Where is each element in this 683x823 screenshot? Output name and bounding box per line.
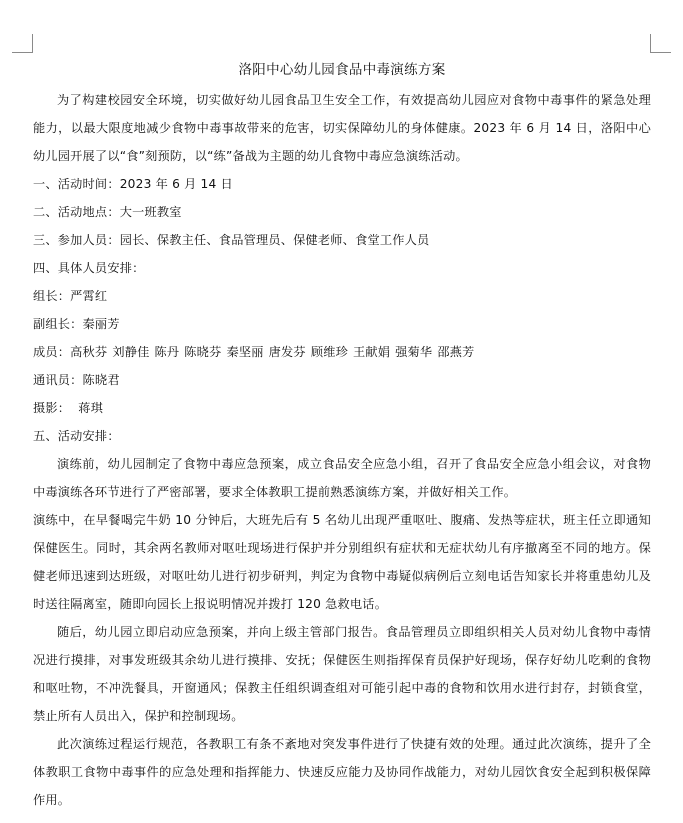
during-drill-paragraph: 演练中，在早餐喝完牛奶 10 分钟后，大班先后有 5 名幼儿出现严重呕吐、腹痛、发热等症状，班主任立即通知保健医生。同时，其余两名教师对呕吐现场进行保护并分别组织有症状和无症状幼儿有序撤离至不同的地方。保健老师迅速到达班级，对呕吐幼儿进行初步研判，判定为食物中毒疑似病例后立刻电话告知家长并将重患幼儿及时送往隔离室，随即向园长上报说明情况并拨打 120 急救电话。 [33, 513, 651, 611]
before-drill-paragraph: 演练前，幼儿园制定了食物中毒应急预案，成立食品安全应急小组，召开了食品安全应急小组会议，对食物中毒演练各环节进行了严密部署，要求全体教职工提前熟悉演练方案，并做好相关工作。 [33, 457, 651, 499]
activity-time-line: 一、活动时间：2023 年 6 月 14 日 [33, 177, 233, 191]
summary-paragraph: 此次演练过程运行规范，各教职工有条不紊地对突发事件进行了快捷有效的处理。通过此次演练，提升了全体教职工食物中毒事件的应急处理和指挥能力、快速反应能力及协同作战能力，对幼儿园饮食安全起到积极保障作用。 [33, 737, 651, 807]
members-line [33, 338, 651, 366]
correspondent-line: 通讯员：陈晓君 [33, 373, 120, 387]
member-name: 唐发芬 [268, 345, 306, 359]
member-name: 王献娟 [352, 345, 391, 359]
leader-line: 组长：严霄红 [33, 289, 108, 303]
member-name: 邵燕芳 [437, 345, 475, 359]
member-name: 刘静佳 [112, 345, 150, 359]
member-name: 陈晓芬 [184, 345, 222, 359]
schedule-heading: 五、活动安排： [33, 429, 120, 443]
document-title: 洛阳中心幼儿园食品中毒演练方案 [238, 62, 446, 78]
document-page [33, 60, 651, 814]
participants-line: 三、参加人员：园长、保教主任、食品管理员、保健老师、食堂工作人员 [33, 233, 430, 247]
page-margin-mark-top-left [12, 34, 33, 53]
activity-place-line: 二、活动地点：大一班教室 [33, 205, 182, 219]
arrangement-heading: 四、具体人员安排： [33, 261, 145, 275]
after-drill-paragraph: 随后，幼儿园立即启动应急预案，并向上级主管部门报告。食品管理员立即组织相关人员对幼儿食物中毒情况进行摸排，对事发班级其余幼儿进行摸排、安抚；保健医生则指挥保育员保护好现场，保存好幼儿吃剩的食物和呕吐物，不冲洗餐具，开窗通风；保教主任组织调查组对可能引起中毒的食物和饮用水进行封存，封锁食堂，禁止所有人员出入，保护和控制现场。 [33, 625, 651, 723]
page-margin-mark-top-right [650, 34, 671, 53]
intro-paragraph: 为了构建校园安全环境，切实做好幼儿园食品卫生安全工作，有效提高幼儿园应对食物中毒事件的紧急处理能力，以最大限度地减少食物中毒事故带来的危害，切实保障幼儿的身体健康。2023 年 6 月 14 日，洛阳中心幼儿园开展了以“食”刻预防，以“练”备战为主题的幼儿食物中毒应急演练活动。 [33, 93, 651, 163]
member-name: 高秋芬 [70, 345, 108, 359]
photographer-line: 摄影： 蒋琪 [33, 401, 104, 415]
vice-leader-line: 副组长：秦丽芳 [33, 317, 120, 331]
member-name: 强菊华 [395, 345, 433, 359]
member-name: 秦坚丽 [226, 345, 264, 359]
member-name: 顾维珍 [310, 345, 348, 359]
member-name: 陈丹 [154, 345, 180, 359]
members-label: 成员： [33, 345, 71, 359]
